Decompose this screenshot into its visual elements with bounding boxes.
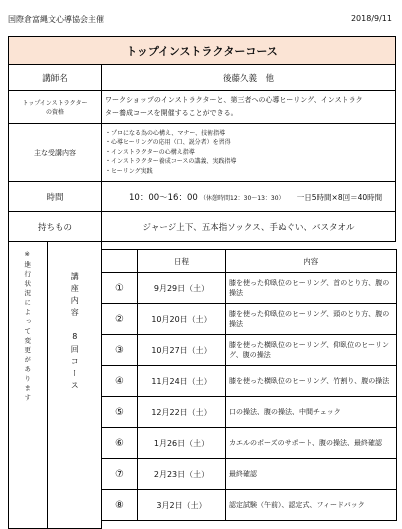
session-content: 膝を使った仰臥位のヒーリング、首のとり方、腹の操法 xyxy=(226,273,397,304)
main-content-item: ・プロになる為の心構え、マナー、技術指導 xyxy=(105,129,226,137)
side-note-right: 講座内容 8回コース xyxy=(70,272,80,393)
schedule-row xyxy=(102,273,397,304)
session-number: ② xyxy=(102,304,138,335)
session-content: 膝を使った横臥位のヒーリング、仰臥位のヒーリング、腹の操法 xyxy=(226,335,397,366)
session-number: ④ xyxy=(102,366,138,397)
time-value xyxy=(102,182,396,212)
qualification-label xyxy=(9,91,102,124)
session-date: 11月24日（土） xyxy=(138,366,226,397)
session-number: ③ xyxy=(102,335,138,366)
side-note-layout xyxy=(9,242,102,528)
schedule-table xyxy=(101,249,397,521)
schedule-row xyxy=(102,459,397,490)
session-date: 3月2日（土） xyxy=(138,490,226,521)
session-number: ⑦ xyxy=(102,459,138,490)
schedule-row xyxy=(102,397,397,428)
session-number: ⑥ xyxy=(102,428,138,459)
instructor-value: 後藤久義 他 xyxy=(102,65,396,91)
session-date: 10月20日（土） xyxy=(138,304,226,335)
schedule-header-date: 日程 xyxy=(138,250,226,273)
session-number: ① xyxy=(102,273,138,304)
side-note-cell xyxy=(9,242,102,529)
time-label: 時間 xyxy=(9,182,102,212)
session-content: 認定試験（午前）、認定式、フィードバック xyxy=(226,490,397,521)
document-date: 2018/9/11 xyxy=(350,14,392,23)
session-date: 2月23日（土） xyxy=(138,459,226,490)
main-content-label: 主な受講内容 xyxy=(9,124,102,182)
main-content-list xyxy=(102,124,396,182)
organizer-text: 国際倉富縄文心導協会主催 xyxy=(8,15,104,24)
session-content: 膝を使った横臥位のヒーリング、竹割り、腹の操法 xyxy=(226,366,397,397)
time-total: 一日5時間×8回＝40時間 xyxy=(296,192,383,202)
schedule-row xyxy=(102,366,397,397)
session-content: カエルのポーズのサポート、腹の操法、最終確認 xyxy=(226,428,397,459)
qualification-label-line2: の資格 xyxy=(45,109,64,116)
schedule-row xyxy=(102,428,397,459)
main-content-item: ・ヒーリング実践 xyxy=(105,167,153,175)
session-date: 1月26日（土） xyxy=(138,428,226,459)
main-content-item: ・インストラクターの心構え指導 xyxy=(105,148,195,156)
qualification-label-line1: トップインストラクター xyxy=(22,100,88,107)
side-note-right-cell xyxy=(47,242,102,528)
session-date: 10月27日（土） xyxy=(138,335,226,366)
session-number: ⑧ xyxy=(102,490,138,521)
session-content: 膝を使った仰臥位のヒーリング、頭のとり方、腹の操法 xyxy=(226,304,397,335)
time-break: （休憩時間12：30～13：30） xyxy=(200,194,285,202)
side-note-left-cell xyxy=(9,242,47,528)
course-table xyxy=(8,36,396,529)
qualification-value-line2: ター養成コースを開催することができる。 xyxy=(105,109,238,117)
belongings-value: ジャージ上下、五本指ソックス、手ぬぐい、バスタオル xyxy=(102,212,396,242)
time-main: 10：00～16：00 xyxy=(129,192,198,203)
qualification-value-line1: ワークショップのインストラクターと、第三者への心導ヒーリング、インストラク xyxy=(105,96,363,104)
schedule-cell xyxy=(102,242,396,529)
main-content-item: ・心導ヒーリングの応用（口、説分者）を習得 xyxy=(105,139,231,147)
session-number: ⑤ xyxy=(102,397,138,428)
schedule-row xyxy=(102,304,397,335)
main-content-item: ・インストラクター養成コースの講義、実践指導 xyxy=(105,158,237,166)
schedule-header-content: 内容 xyxy=(226,250,397,273)
belongings-label: 持ちもの xyxy=(9,212,102,242)
session-date: 9月29日（土） xyxy=(138,273,226,304)
session-date: 12月22日（土） xyxy=(138,397,226,428)
schedule-header-num xyxy=(102,250,138,273)
session-content: 口の操法、腹の操法、中間チェック xyxy=(226,397,397,428)
side-note-left: ※進行状況によって変更があります xyxy=(23,250,32,404)
schedule-row xyxy=(102,490,397,521)
qualification-value xyxy=(102,91,396,124)
instructor-label: 講師名 xyxy=(9,65,102,91)
schedule-row xyxy=(102,335,397,366)
schedule-header-row xyxy=(102,250,397,273)
session-content: 最終確認 xyxy=(226,459,397,490)
course-title: トップインストラクターコース xyxy=(9,37,396,65)
